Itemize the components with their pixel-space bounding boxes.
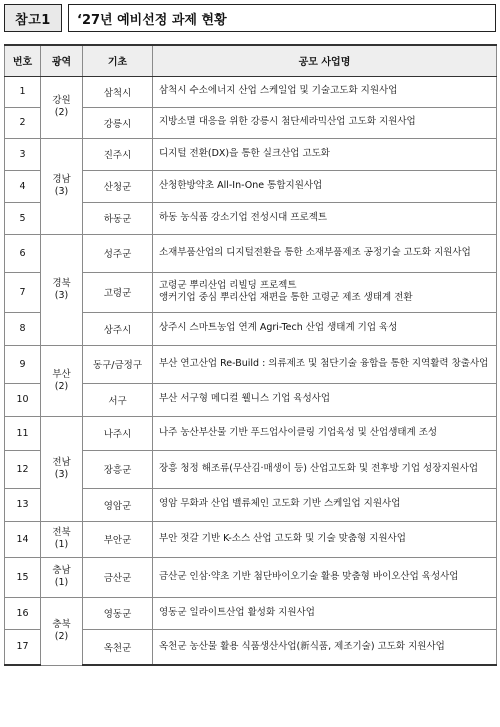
project-name: 소재부품산업의 디지털전환을 통한 소재부품제조 공정기술 고도화 지원사업 bbox=[153, 234, 497, 272]
row-number: 7 bbox=[5, 272, 41, 312]
document-header bbox=[4, 4, 496, 32]
row-number: 16 bbox=[5, 597, 41, 629]
project-name: 디지털 전환(DX)을 통한 실크산업 고도화 bbox=[153, 138, 497, 170]
header-region: 광역 bbox=[41, 45, 83, 76]
table-row bbox=[5, 557, 497, 597]
municipality: 부안군 bbox=[83, 521, 153, 557]
region-count: (3) bbox=[54, 468, 69, 480]
region-name: 충남 bbox=[52, 565, 71, 577]
region-cell bbox=[41, 597, 83, 665]
region-name: 강원 bbox=[52, 95, 71, 107]
municipality: 영동군 bbox=[83, 597, 153, 629]
municipality: 영암군 bbox=[83, 488, 153, 521]
municipality: 장흥군 bbox=[83, 450, 153, 488]
region-cell bbox=[41, 345, 83, 416]
region-count: (3) bbox=[54, 186, 69, 197]
municipality: 산청군 bbox=[83, 170, 153, 202]
region-cell bbox=[41, 557, 83, 597]
table-row bbox=[5, 234, 497, 272]
region-name: 충북 bbox=[52, 619, 71, 631]
region-cell bbox=[41, 521, 83, 557]
municipality: 서구 bbox=[83, 383, 153, 416]
project-name: 옥천군 농산물 활용 식품생산사업(新식품, 제조기술) 고도화 지원사업 bbox=[153, 629, 497, 665]
header-municipality: 기초 bbox=[83, 45, 153, 76]
project-name: 장흥 청정 해조류(무산김·매생이 등) 산업고도화 및 전후방 기업 성장지원사업 bbox=[153, 450, 497, 488]
region-name: 부산 bbox=[52, 368, 71, 380]
row-number: 2 bbox=[5, 107, 41, 138]
project-name: 하동 농식품 강소기업 전성시대 프로젝트 bbox=[153, 202, 497, 234]
row-number: 8 bbox=[5, 312, 41, 345]
table-header-row bbox=[5, 45, 497, 76]
row-number: 1 bbox=[5, 76, 41, 107]
municipality: 동구/금정구 bbox=[83, 345, 153, 383]
municipality: 금산군 bbox=[83, 557, 153, 597]
project-name: 상주시 스마트농업 연계 Agri-Tech 산업 생태계 기업 육성 bbox=[153, 312, 497, 345]
table-row bbox=[5, 416, 497, 450]
municipality: 상주시 bbox=[83, 312, 153, 345]
row-number: 10 bbox=[5, 383, 41, 416]
project-name: 지방소멸 대응을 위한 강릉시 첨단세라믹산업 고도화 지원사업 bbox=[153, 107, 497, 138]
project-name: 부산 연고산업 Re-Build : 의류제조 및 첨단기술 융합을 통한 지역활력 창출사업 bbox=[153, 345, 497, 383]
project-name: 삼척시 수소에너지 산업 스케일업 및 기술고도화 지원사업 bbox=[153, 76, 497, 107]
region-name: 경남 bbox=[52, 174, 71, 186]
row-number: 5 bbox=[5, 202, 41, 234]
region-count: (2) bbox=[54, 380, 69, 392]
region-count: (3) bbox=[54, 289, 69, 301]
region-count: (1) bbox=[54, 539, 69, 550]
region-count: (2) bbox=[54, 107, 69, 118]
table-row bbox=[5, 76, 497, 107]
header-project-name: 공모 사업명 bbox=[153, 45, 497, 76]
row-number: 6 bbox=[5, 234, 41, 272]
project-name: 나주 농산부산물 기반 푸드업사이클링 기업육성 및 산업생태계 조성 bbox=[153, 416, 497, 450]
municipality: 고령군 bbox=[83, 272, 153, 312]
row-number: 9 bbox=[5, 345, 41, 383]
reference-tag: 참고1 bbox=[4, 4, 62, 32]
project-name: 영암 무화과 산업 밸류체인 고도화 기반 스케일업 지원사업 bbox=[153, 488, 497, 521]
region-name: 전북 bbox=[52, 527, 71, 539]
table-row bbox=[5, 345, 497, 383]
row-number: 15 bbox=[5, 557, 41, 597]
project-name: 부산 서구형 메디컬 웰니스 기업 육성사업 bbox=[153, 383, 497, 416]
municipality: 나주시 bbox=[83, 416, 153, 450]
row-number: 4 bbox=[5, 170, 41, 202]
row-number: 11 bbox=[5, 416, 41, 450]
row-number: 17 bbox=[5, 629, 41, 665]
project-name: 금산군 인삼·약초 기반 첨단바이오기술 활용 맞춤형 바이오산업 육성사업 bbox=[153, 557, 497, 597]
region-name: 경북 bbox=[52, 277, 71, 289]
project-name-cell bbox=[153, 272, 497, 312]
row-number: 13 bbox=[5, 488, 41, 521]
region-cell bbox=[41, 76, 83, 138]
region-count: (1) bbox=[54, 577, 69, 588]
region-cell bbox=[41, 234, 83, 345]
row-number: 3 bbox=[5, 138, 41, 170]
municipality: 하동군 bbox=[83, 202, 153, 234]
project-name: 영동군 일라이트산업 활성화 지원사업 bbox=[153, 597, 497, 629]
project-name: 산청한방약초 All-In-One 통합지원사업 bbox=[153, 170, 497, 202]
municipality: 성주군 bbox=[83, 234, 153, 272]
project-name: 고령군 뿌리산업 리빌딩 프로젝트 bbox=[159, 279, 297, 291]
project-name-line-2: 앵커기업 중심 뿌리산업 재편을 통한 고령군 제조 생태계 전환 bbox=[159, 292, 413, 303]
document-title: ‘27년 예비선정 과제 현황 bbox=[68, 4, 496, 32]
row-number: 12 bbox=[5, 450, 41, 488]
table-row bbox=[5, 138, 497, 170]
municipality: 옥천군 bbox=[83, 629, 153, 665]
region-cell bbox=[41, 138, 83, 234]
table-row bbox=[5, 521, 497, 557]
region-cell bbox=[41, 416, 83, 521]
table-row bbox=[5, 597, 497, 629]
header-number: 번호 bbox=[5, 45, 41, 76]
municipality: 진주시 bbox=[83, 138, 153, 170]
region-name: 전남 bbox=[52, 456, 71, 468]
municipality: 강릉시 bbox=[83, 107, 153, 138]
project-name: 부안 젓갈 기반 K-소스 산업 고도화 및 기술 맞춤형 지원사업 bbox=[153, 521, 497, 557]
row-number: 14 bbox=[5, 521, 41, 557]
project-table bbox=[4, 44, 497, 666]
municipality: 삼척시 bbox=[83, 76, 153, 107]
region-count: (2) bbox=[54, 631, 69, 642]
